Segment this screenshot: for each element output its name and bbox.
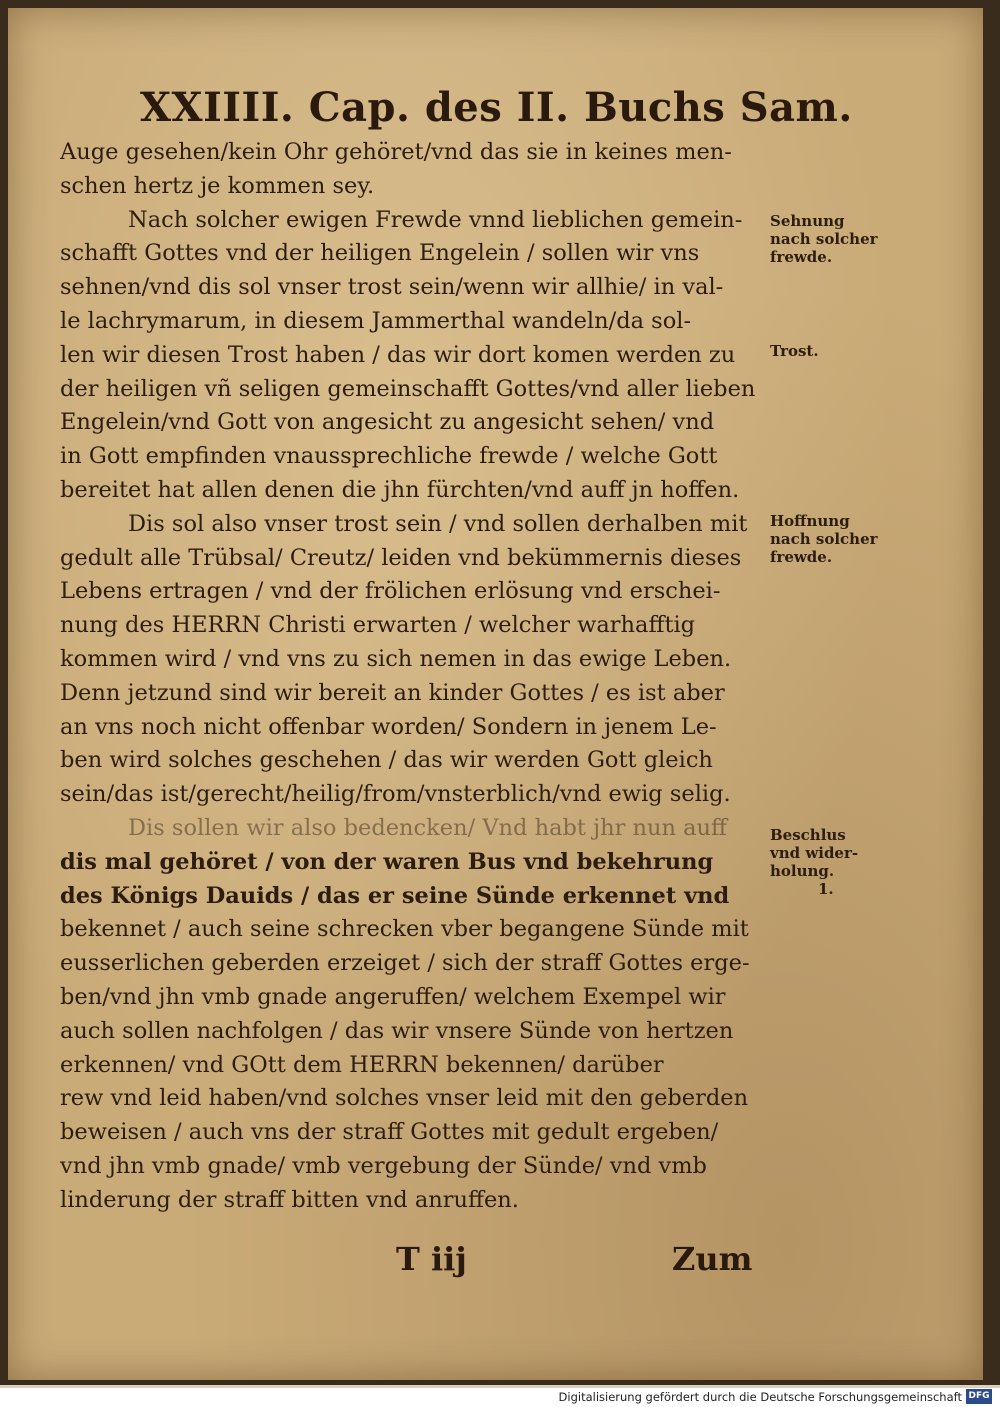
running-header: XXIIII. Cap. des II. Buchs Sam.	[140, 84, 853, 131]
text-line: des Königs Dauids / das er seine Sünde erkennet vnd	[60, 882, 730, 909]
text-line: auch sollen nachfolgen / das wir vnsere Sünde von hertzen	[60, 1017, 734, 1044]
text-line: erkennen/ vnd GOtt dem HERRN bekennen/ darüber	[60, 1051, 664, 1078]
funding-credit: Digitalisierung gefördert durch die Deutsche Forschungsgemeinschaft	[558, 1390, 962, 1404]
text-line: eusserlichen geberden erzeiget / sich der straff Gottes erge-	[60, 950, 750, 977]
text-line: an vns noch nicht offenbar worden/ Sondern in jenem Le-	[60, 713, 717, 740]
marginal-note-line: Sehnung	[770, 212, 845, 230]
marginal-note-sehnung	[770, 212, 920, 266]
text-line: sehnen/vnd dis sol vnser trost sein/wenn wir allhie/ in val-	[60, 274, 724, 301]
text-line: Nach solcher ewigen Frewde vnnd lieblichen gemein-	[128, 206, 743, 233]
marginal-note-trost	[770, 342, 920, 360]
marginal-note-line: frewde.	[770, 548, 833, 566]
text-line: der heiligen vñ seligen gemeinschafft Gottes/vnd aller lieben	[60, 375, 756, 402]
marginal-note-line: frewde.	[770, 248, 833, 266]
marginal-note-line: vnd wider-	[770, 844, 859, 862]
text-line: bereitet hat allen denen die jhn fürchten/vnd auff jn hoffen.	[60, 476, 740, 503]
text-line: schafft Gottes vnd der heiligen Engelein / sollen wir vns	[60, 240, 700, 267]
marginal-note-line: nach solcher	[770, 230, 878, 248]
marginal-note-line: Beschlus	[770, 826, 846, 844]
text-line: Auge gesehen/kein Ohr gehöret/vnd das sie in keines men-	[60, 139, 732, 165]
text-line: Denn jetzund sind wir bereit an kinder Gottes / es ist aber	[60, 679, 725, 706]
text-line: Lebens ertragen / vnd der frölichen erlösung vnd erschei-	[60, 578, 721, 605]
text-line: Dis sol also vnser trost sein / vnd sollen derhalben mit	[128, 510, 748, 537]
catchword: Zum	[672, 1240, 753, 1278]
marginal-note-hoffnung	[770, 512, 920, 566]
marginal-note-beschlus	[770, 826, 920, 898]
marginal-note-line: holung.	[770, 862, 835, 880]
body-text	[60, 136, 770, 1218]
text-line: Dis sollen wir also bedencken/ Vnd habt jhr nun auff	[128, 814, 727, 841]
text-line: Engelein/vnd Gott von angesicht zu angesicht sehen/ vnd	[60, 409, 715, 436]
text-line: in Gott empfinden vnaussprechliche frewde / welche Gott	[60, 443, 718, 470]
marginal-note-line: 1.	[818, 880, 834, 898]
text-line: gedult alle Trübsal/ Creutz/ leiden vnd bekümmernis dieses	[60, 544, 742, 571]
dfg-logo: DFG	[966, 1389, 992, 1404]
text-line: rew vnd leid haben/vnd solches vnser leid mit den geberden	[60, 1085, 749, 1112]
signature-mark: T iij	[396, 1240, 467, 1278]
text-line: ben wird solches geschehen / das wir werden Gott gleich	[60, 747, 713, 774]
marginal-note-line: Hoffnung	[770, 512, 850, 530]
text-line: schen hertz je kommen sey.	[60, 172, 375, 199]
text-line: len wir diesen Trost haben / das wir dort komen werden zu	[60, 341, 736, 368]
footer-bar	[0, 1388, 1000, 1407]
book-page	[8, 8, 983, 1380]
marginal-note-line: Trost.	[770, 342, 819, 360]
text-line: linderung der straff bitten vnd anruffen.	[60, 1186, 519, 1213]
text-line: ben/vnd jhn vmb gnade angeruffen/ welchem Exempel wir	[60, 983, 726, 1010]
text-line: bekennet / auch seine schrecken vber begangene Sünde mit	[60, 916, 749, 943]
text-line: beweisen / auch vns der straff Gottes mit gedult ergeben/	[60, 1119, 719, 1146]
text-line: nung des HERRN Christi erwarten / welcher warhafftig	[60, 612, 696, 639]
marginal-note-line: nach solcher	[770, 530, 878, 548]
text-line: vnd jhn vmb gnade/ vmb vergebung der Sünde/ vnd vmb	[60, 1152, 707, 1179]
text-line: sein/das ist/gerecht/heilig/from/vnsterblich/vnd ewig selig.	[60, 781, 731, 808]
text-line: kommen wird / vnd vns zu sich nemen in das ewige Leben.	[60, 645, 732, 672]
text-line: le lachrymarum, in diesem Jammerthal wandeln/da sol-	[60, 307, 692, 334]
text-line: dis mal gehöret / von der waren Bus vnd bekehrung	[60, 848, 714, 875]
